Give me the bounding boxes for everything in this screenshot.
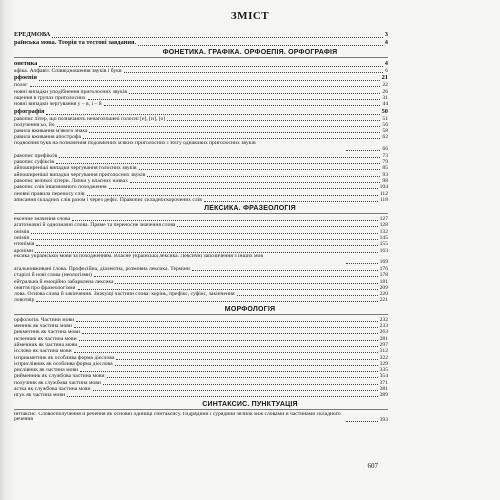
toc-entry bbox=[14, 285, 388, 291]
toc-entry bbox=[14, 68, 388, 74]
dot-leader bbox=[52, 37, 382, 38]
toc-entry-page: 155 bbox=[379, 241, 388, 248]
toc-entry-page: 176 bbox=[379, 265, 388, 272]
toc-entry-title: агатозначні й однозначні слова. Пряме та переносне значення слова bbox=[14, 222, 176, 229]
toc-entry-title: ловотвір bbox=[14, 297, 35, 304]
dot-leader bbox=[346, 150, 380, 151]
toc-entry-title: равопис літер, що позначають ненаголошені голосні [е], [и], [о] bbox=[14, 115, 166, 122]
toc-entry-title: ароніми bbox=[14, 247, 34, 254]
section-heading: ЛЕКСИКА. ФРАЗЕОЛОГІЯ bbox=[204, 205, 296, 213]
toc-entry-page: 128 bbox=[379, 222, 388, 229]
toc-entry-page: 163 bbox=[379, 247, 388, 254]
section-rule bbox=[14, 314, 388, 315]
toc-entry-title: онімія bbox=[14, 228, 30, 235]
toc-entry bbox=[14, 95, 388, 101]
dot-leader bbox=[56, 163, 380, 164]
toc-entry-page: 371 bbox=[379, 379, 388, 386]
toc-entry bbox=[14, 60, 388, 68]
toc-entry-title: ексичне значення слова bbox=[14, 216, 71, 223]
dot-leader bbox=[31, 233, 378, 234]
dot-leader bbox=[147, 176, 380, 177]
dot-leader bbox=[74, 352, 378, 353]
toc-entry-page: 393 bbox=[379, 416, 388, 423]
toc-entry-title: равила вживання апострофа bbox=[14, 134, 81, 141]
toc-entry-page: 181 bbox=[379, 278, 388, 285]
toc-entry-page: 297 bbox=[379, 341, 388, 348]
toc-entry-page: 85 bbox=[382, 165, 388, 172]
toc-entry-title: подвоєння букв на позначення подовжених м'яких приголосних і збігу однакових приголосних звуків bbox=[14, 140, 256, 146]
toc-entry-page: 79 bbox=[382, 159, 388, 165]
toc-entry bbox=[14, 39, 388, 47]
toc-entry-title: лова. Основа слова й закінчення. Значущі частини слова: корінь, префікс, суфікс, закінчення bbox=[14, 291, 235, 298]
dot-leader bbox=[88, 99, 381, 100]
toc-entry-title: старілі й нові слова (неологізми) bbox=[14, 272, 92, 279]
toc-entry-title: полог bbox=[14, 82, 28, 89]
section-heading: ФОНЕТИКА. ГРАФІКА. ОРФОЕПІЯ. ОРФОГРАФІЯ bbox=[162, 49, 338, 56]
toc-entry bbox=[14, 222, 388, 228]
toc-entry-title: ЕРЕДМОВА bbox=[14, 31, 51, 38]
toc-entry bbox=[14, 89, 388, 95]
toc-entry bbox=[14, 361, 388, 367]
toc-entry bbox=[14, 279, 388, 285]
toc-entry-title: аписання складних слів разом і через дефіс. Правопис складноскорочених слів bbox=[14, 196, 202, 203]
toc-entry bbox=[14, 184, 388, 190]
toc-entry bbox=[14, 254, 388, 265]
toc-entry-page: 66 bbox=[382, 145, 388, 152]
toc-entry-page: 56 bbox=[382, 121, 388, 128]
toc-entry bbox=[14, 122, 388, 128]
toc-entry bbox=[14, 323, 388, 329]
dot-leader bbox=[78, 289, 378, 290]
toc-entry-title: ексика української мови за походженням. Власне українська лексика. Лексичні запозичення з інших мов bbox=[14, 253, 263, 259]
toc-entry-title: оняття про фразеологізми bbox=[14, 284, 76, 291]
toc-entry-page: 169 bbox=[379, 258, 388, 265]
toc-entry-page: 58 bbox=[382, 128, 388, 135]
toc-entry-page: 3 bbox=[384, 31, 388, 38]
dot-leader bbox=[80, 371, 377, 372]
toc-entry-title: айменник як частина мови bbox=[14, 341, 78, 348]
toc-entry-page: 127 bbox=[379, 216, 388, 223]
toc-entry-page: 263 bbox=[379, 329, 388, 336]
dot-leader bbox=[167, 120, 380, 121]
dot-leader bbox=[130, 182, 380, 183]
toc-entry bbox=[14, 108, 388, 116]
toc-entry bbox=[14, 141, 388, 152]
toc-entry bbox=[14, 128, 388, 134]
toc-entry bbox=[14, 412, 388, 423]
dot-leader bbox=[139, 169, 381, 170]
dot-leader bbox=[104, 105, 381, 106]
dot-leader bbox=[46, 114, 379, 115]
toc-entry bbox=[14, 392, 388, 398]
toc-entry bbox=[14, 272, 388, 278]
toc-entry bbox=[14, 373, 388, 379]
toc-entry-title: орфологія. Частини мови bbox=[14, 316, 75, 323]
toc-entry bbox=[14, 74, 388, 82]
toc-entry-title: рикметник як частина мови bbox=[14, 329, 80, 336]
toc-entry bbox=[14, 235, 388, 241]
dot-leader bbox=[36, 301, 377, 302]
toc-entry bbox=[14, 380, 388, 386]
toc-entry-page: 132 bbox=[379, 228, 388, 235]
toc-entry bbox=[14, 355, 388, 361]
toc-entry bbox=[14, 336, 388, 342]
dot-leader bbox=[67, 396, 378, 397]
dot-leader bbox=[94, 276, 378, 277]
dot-leader bbox=[79, 346, 377, 347]
toc-entry bbox=[14, 367, 388, 373]
toc-entry-title: получник як службова частина мови bbox=[14, 379, 101, 386]
dot-leader bbox=[72, 220, 378, 221]
toc-entry-page: 98 bbox=[382, 177, 388, 184]
toc-entry-page: 22 bbox=[382, 82, 388, 89]
dot-leader bbox=[177, 226, 377, 227]
toc-entry bbox=[14, 178, 388, 184]
toc-entry-page: 4 bbox=[384, 39, 388, 46]
dot-leader bbox=[129, 93, 380, 94]
toc-entry-page: 232 bbox=[379, 316, 388, 323]
toc-entry-title: онімія bbox=[14, 235, 30, 241]
dot-leader bbox=[192, 270, 378, 271]
toc-entry-page: 354 bbox=[379, 373, 388, 380]
toc-entry bbox=[14, 197, 388, 203]
section-heading: МОРФОЛОГІЯ bbox=[224, 305, 276, 313]
dot-leader bbox=[76, 321, 377, 322]
toc-entry bbox=[14, 101, 388, 107]
toc-entry-page: 44 bbox=[382, 101, 388, 108]
dot-leader bbox=[79, 340, 378, 341]
toc-entry-title: новні випадки чергування у – в, і – й bbox=[14, 101, 102, 108]
toc-entry-page: 220 bbox=[379, 291, 388, 298]
toc-entry bbox=[14, 329, 388, 335]
toc-entry-title: айпоширеніші випадки чергування голосних звуків bbox=[14, 165, 137, 172]
toc-entry-title: рфоепія bbox=[14, 74, 37, 82]
toc-entry bbox=[14, 153, 388, 159]
page-title: ЗМІСТ bbox=[230, 10, 270, 22]
dot-leader bbox=[35, 252, 377, 253]
toc-entry bbox=[14, 191, 388, 197]
toc-entry-title: ієприслівник як особлива форма дієслова bbox=[14, 360, 113, 367]
section-rule bbox=[14, 57, 388, 58]
toc-entry-page: 281 bbox=[379, 335, 388, 342]
toc-entry-page: 104 bbox=[379, 184, 388, 191]
toc-entry-page: 145 bbox=[379, 235, 388, 241]
toc-entry-page: 209 bbox=[379, 284, 388, 291]
toc-entry-page: 118 bbox=[379, 196, 388, 203]
toc-entry-title: раїнська мова. Теорія та тестові завдання. bbox=[14, 39, 137, 46]
dot-leader bbox=[107, 377, 378, 378]
toc-entry bbox=[14, 291, 388, 297]
toc-entry-page: 6 bbox=[385, 68, 388, 74]
dot-leader bbox=[59, 157, 380, 158]
dot-leader bbox=[36, 245, 377, 246]
toc-entry bbox=[14, 82, 388, 88]
toc-entry-title: айпоширеніші випадки чергування приголосних звуків bbox=[14, 171, 146, 178]
toc-entry bbox=[14, 229, 388, 235]
toc-entry-title: ощення в групах приголосних bbox=[14, 94, 86, 101]
toc-entry-title: равила вживання м'якого знака bbox=[14, 128, 88, 135]
toc-entry-page: 112 bbox=[379, 190, 388, 197]
dot-leader bbox=[39, 66, 382, 67]
dot-leader bbox=[204, 201, 378, 202]
toc-entry-page: 178 bbox=[379, 272, 388, 279]
dot-leader bbox=[346, 263, 378, 264]
toc-entry-page: 26 bbox=[382, 88, 388, 95]
toc-entry bbox=[14, 241, 388, 247]
toc-entry bbox=[14, 172, 388, 178]
dot-leader bbox=[89, 132, 380, 133]
toc-entry-title: ієслово як частина мови bbox=[14, 348, 72, 355]
dot-leader bbox=[115, 365, 378, 366]
dot-leader bbox=[103, 384, 378, 385]
toc-entry-title: ейтральна й емоційно забарвлена лексика bbox=[14, 278, 114, 285]
dot-leader bbox=[31, 239, 378, 240]
toc-entry-page: 73 bbox=[382, 152, 388, 159]
toc-entry-page: 335 bbox=[379, 367, 388, 374]
toc-entry bbox=[14, 297, 388, 303]
toc-entry-title: агальновживані слова. Професійна, діалектна, розмовна лексика. Терміни bbox=[14, 265, 190, 272]
dot-leader bbox=[74, 327, 378, 328]
dot-leader bbox=[39, 80, 380, 81]
toc-entry-page: 50 bbox=[381, 107, 388, 115]
toc-entry-page: 221 bbox=[379, 297, 388, 304]
toc-entry-page: 322 bbox=[379, 354, 388, 361]
toc-entry-page: 51 bbox=[382, 115, 388, 122]
toc-entry bbox=[14, 348, 388, 354]
toc-entry-title: новні випадки уподібнення приголосних звуків bbox=[14, 88, 127, 95]
dot-leader bbox=[116, 359, 377, 360]
toc-entry-title: нтонімія bbox=[14, 241, 35, 248]
toc-entry-page: 389 bbox=[379, 392, 388, 399]
toc-entry-title: рфографія bbox=[14, 107, 45, 115]
dot-leader bbox=[82, 333, 378, 334]
toc-entry-title: получення ьо, йо bbox=[14, 121, 55, 128]
toc-entry-title: менник як частина мови bbox=[14, 323, 72, 329]
page-number: 607 bbox=[367, 462, 378, 470]
dot-leader bbox=[124, 72, 384, 73]
toc-entry-title: игук як частина мови bbox=[14, 392, 65, 399]
toc-entry bbox=[14, 31, 388, 39]
toc-entry-page: 21 bbox=[381, 74, 388, 82]
toc-entry bbox=[14, 248, 388, 254]
toc-entry bbox=[14, 165, 388, 171]
dot-leader bbox=[138, 45, 383, 46]
toc-entry bbox=[14, 386, 388, 392]
toc-entry bbox=[14, 159, 388, 165]
toc-entry-page: 312 bbox=[379, 348, 388, 355]
dot-leader bbox=[115, 283, 377, 284]
toc-entry-title: интаксис. Словосполучення й речення як основні одиниці синтаксису. Підрядний і сурядний зв'язок між словами й частинами складного речення bbox=[14, 411, 341, 423]
toc-entry-page: 93 bbox=[382, 171, 388, 178]
toc-entry-title: равопис префіксів bbox=[14, 152, 58, 159]
toc-entry-page: 381 bbox=[379, 386, 388, 392]
dot-leader bbox=[237, 295, 378, 296]
toc-entry-title: онетика bbox=[14, 60, 38, 67]
dot-leader bbox=[346, 421, 378, 422]
section-rule bbox=[14, 409, 388, 410]
toc-entry bbox=[14, 116, 388, 122]
toc-entry-page: 62 bbox=[382, 134, 388, 141]
toc-entry-title: равопис слів іншомовного походження bbox=[14, 184, 107, 191]
toc-entry-title: равопис суфіксів bbox=[14, 159, 55, 165]
section-heading: СИНТАКСИС. ПУНКТУАЦІЯ bbox=[202, 400, 298, 408]
toc-entry-page: 329 bbox=[379, 360, 388, 367]
toc-entry-page: 4 bbox=[384, 60, 388, 67]
dot-leader bbox=[83, 138, 380, 139]
toc-entry-page: 233 bbox=[379, 323, 388, 329]
toc-entry-title: ієприкметник як особлива форма дієслова bbox=[14, 354, 115, 361]
toc-entry bbox=[14, 216, 388, 222]
toc-entry-title: равопис великої літери. Лапки у власних назвах bbox=[14, 177, 129, 184]
toc-entry-title: афіка. Алфавіт. Співвідношення звуків і букв bbox=[14, 68, 122, 74]
toc-entry-page: 31 bbox=[382, 94, 388, 101]
dot-leader bbox=[30, 86, 381, 87]
toc-entry bbox=[14, 342, 388, 348]
dot-leader bbox=[57, 126, 381, 127]
toc-entry-title: рийменник як службова частина мови bbox=[14, 373, 105, 380]
toc-entry bbox=[14, 266, 388, 272]
dot-leader bbox=[93, 390, 378, 391]
toc-entry bbox=[14, 134, 388, 140]
dot-leader bbox=[87, 195, 378, 196]
toc-entry-title: оновні правила переносу слів bbox=[14, 190, 85, 197]
toc-entry bbox=[14, 317, 388, 323]
section-rule bbox=[14, 213, 388, 214]
dot-leader bbox=[109, 188, 378, 189]
toc-entry-title: рислівник як частина мови bbox=[14, 367, 79, 374]
toc-entry-title: астка як службова частина мови bbox=[14, 386, 91, 392]
toc-entry-title: исленник як частина мови bbox=[14, 335, 77, 342]
